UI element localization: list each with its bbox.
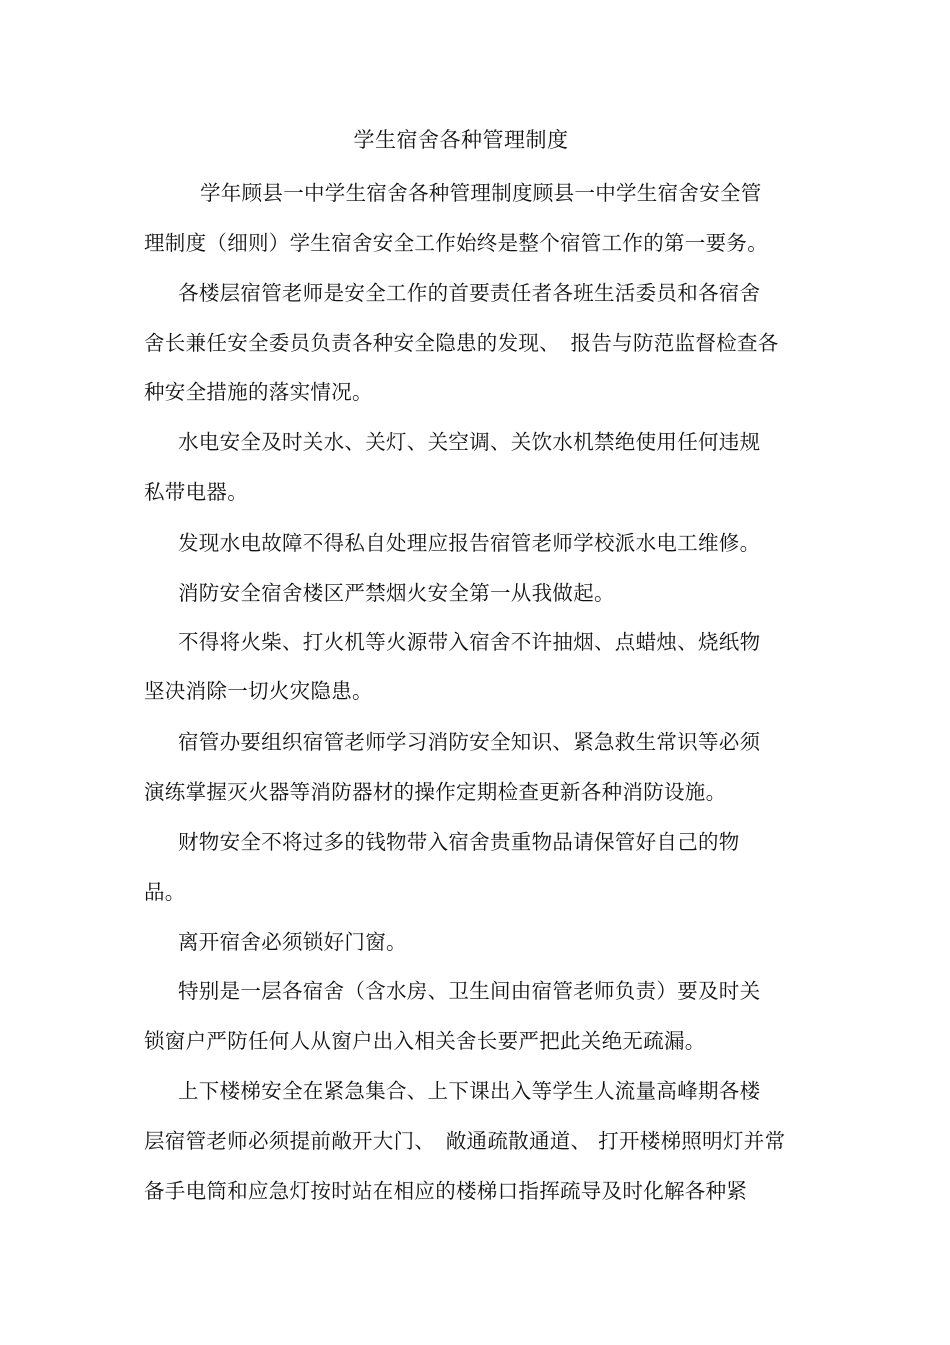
text-line: 演练掌握灭火器等消防器材的操作定期检查更新各种消防设施。 — [144, 780, 727, 804]
text-line: 上下楼梯安全在紧急集合、上下课出入等学生人流量高峰期各楼 — [178, 1079, 761, 1103]
text-line: 离开宿舍必须锁好门窗。 — [178, 930, 407, 954]
text-line: 备手电筒和应急灯按时站在相应的楼梯口指挥疏导及时化解各种紧 — [144, 1179, 748, 1203]
page-title: 学生宿舍各种管理制度 — [353, 128, 569, 152]
text-line: 种安全措施的落实情况。 — [144, 380, 373, 404]
text-line: 宿管办要组织宿管老师学习消防安全知识、紧急救生常识等必须 — [178, 730, 761, 754]
text-line: 财物安全不将过多的钱物带入宿舍贵重物品请保管好自己的物 — [178, 830, 740, 854]
text-line: 消防安全宿舍楼区严禁烟火安全第一从我做起。 — [178, 581, 615, 605]
text-line: 特别是一层各宿舍（含水房、卫生间由宿管老师负责）要及时关 — [178, 979, 761, 1003]
text-line: 层宿管老师必须提前敞开大门、 敞通疏散通道、 打开楼梯照明灯并常 — [144, 1129, 786, 1153]
text-line: 理制度（细则）学生宿舍安全工作始终是整个宿管工作的第一要务。 — [144, 231, 768, 255]
text-line: 学年顾县一中学生宿舍各种管理制度顾县一中学生宿舍安全管 — [200, 181, 762, 205]
text-line: 品。 — [144, 880, 186, 904]
text-line: 各楼层宿管老师是安全工作的首要责任者各班生活委员和各宿舍 — [178, 281, 761, 305]
text-line: 发现水电故障不得私自处理应报告宿管老师学校派水电工维修。 — [178, 531, 761, 555]
text-line: 锁窗户严防任何人从窗户出入相关舍长要严把此关绝无疏漏。 — [144, 1029, 706, 1053]
text-line: 私带电器。 — [144, 480, 248, 504]
text-line: 坚决消除一切火灾隐患。 — [144, 679, 373, 703]
text-line: 水电安全及时关水、关灯、关空调、关饮水机禁绝使用任何违规 — [178, 430, 761, 454]
text-line: 不得将火柴、打火机等火源带入宿舍不许抽烟、点蜡烛、烧纸物 — [178, 630, 761, 654]
text-line: 舍长兼任安全委员负责各种安全隐患的发现、 报告与防范监督检查各 — [144, 331, 779, 355]
